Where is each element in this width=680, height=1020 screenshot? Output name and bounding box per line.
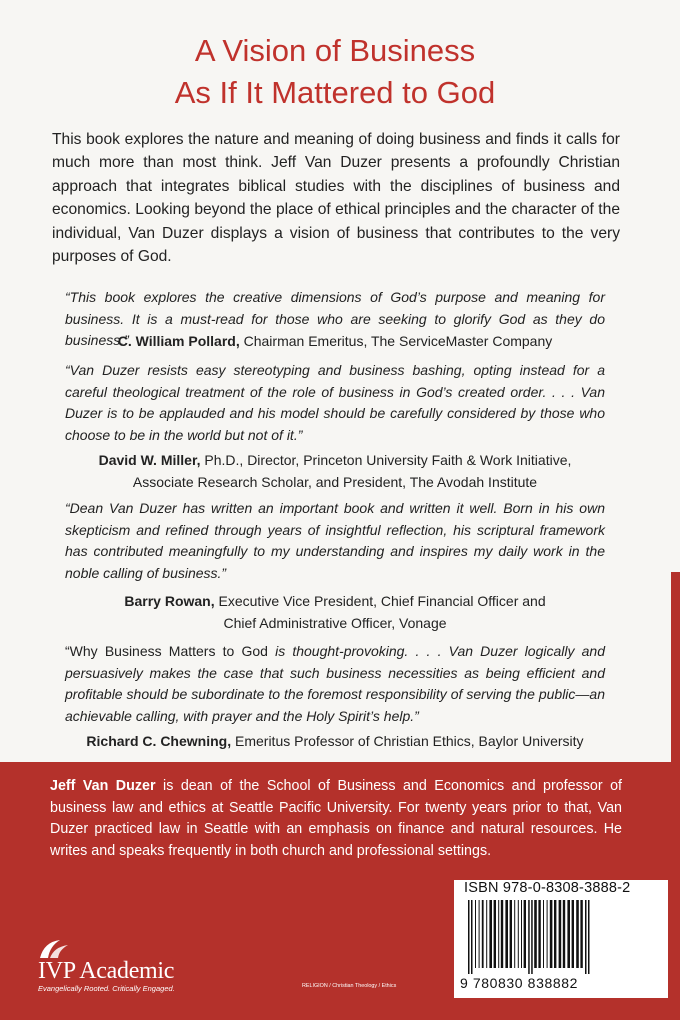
spine-edge-strip [671,572,680,762]
endorser-name-1: C. William Pollard, [117,333,240,349]
book-description: This book explores the nature and meaning of doing business and finds it calls for much more than most think. Jeff Van Duzer presents a profoundly Christian approach that integrates biblical studies with the disciplines of business and economics. Looking beyond the place of ethical principles and the character of the individual, Van Duzer displays a vision of business that contributes to the very purposes of God. [52,131,620,266]
author-name: Jeff Van Duzer [50,778,156,794]
isbn-label: ISBN 978-0-8308-3888-2 [464,880,631,896]
barcode-digits: 9 780830 838882 [460,975,578,991]
endorser-role-2b: Associate Research Scholar, and President, The Avodah Institute [132,473,538,490]
author-bio [50,776,622,862]
endorsement-quote-1: “This book explores the creative dimensions of God’s purpose and meaning for business. It is a must-read for those who are seeking to glorify God as they do business.” [65,289,605,348]
endorsement-attribution-4 [50,731,620,753]
title-line-2: As If It Mattered to God [174,75,496,110]
publisher-tagline: Evangelically Rooted. Critically Engaged. [38,984,175,993]
endorser-role-4: Emeritus Professor of Christian Ethics, Baylor University [235,733,584,749]
quote-4-book-title: “Why Business Matters to God [65,643,268,659]
endorsement-quote-3: “Dean Van Duzer has written an important book and written it well. Born in his own skepticism and refined through years of insightful reflection, his scriptural framework has contributed meaningfully to my understanding and inspires my daily work in the noble calling of business.” [65,500,605,581]
author-bio-text: is dean of the School of Business and Economics and professor of business law and ethics at Seattle Pacific University. For twenty years prior to that, Van Duzer practiced law in Seattle with an emphasis on finance and natural resources. He writes and speaks frequently in both church and professional settings. [50,778,623,859]
barcode-panel [454,880,668,998]
subject-category: RELIGION / Christian Theology / Ethics [302,983,397,989]
quote-4-body: is thought-provoking. . . . Van Duzer logically and persuasively makes the case that such business necessities as being efficient and profitable should be subordinate to the foremost responsibility of serving the public—an achievable calling, with prayer and the Holy Spirit’s help.” [65,643,605,724]
endorser-role-1: Chairman Emeritus, The ServiceMaster Company [243,333,553,349]
title-line-1: A Vision of Business [194,33,476,68]
flame-icon [38,938,78,960]
endorser-name-2: David W. Miller, [98,452,201,468]
endorsement-quote-4 [65,641,605,727]
endorser-role-3b: Chief Administrative Officer, Vonage [223,614,447,631]
endorser-role-2: Ph.D., Director, Princeton University Faith & Work Initiative, [204,452,572,468]
publisher-name: IVP Academic [38,958,175,984]
endorser-role-3: Executive Vice President, Chief Financial Officer and [218,593,546,609]
barcode-icon [462,900,660,974]
publisher-logo [38,938,238,998]
endorsement-attribution-1 [50,331,620,353]
book-title [0,30,670,114]
endorser-name-4: Richard C. Chewning, [86,733,232,749]
endorsement-quote-2: “Van Duzer resists easy stereotyping and business bashing, opting instead for a careful theological treatment of the role of business in God’s created order. . . . Van Duzer is to be applauded and his model should be carefully considered by those who choose to be in the world but not of it.” [65,362,605,443]
endorser-name-3: Barry Rowan, [124,593,215,609]
endorsement-attribution-2 [50,450,620,493]
endorsement-attribution-3 [50,591,620,634]
